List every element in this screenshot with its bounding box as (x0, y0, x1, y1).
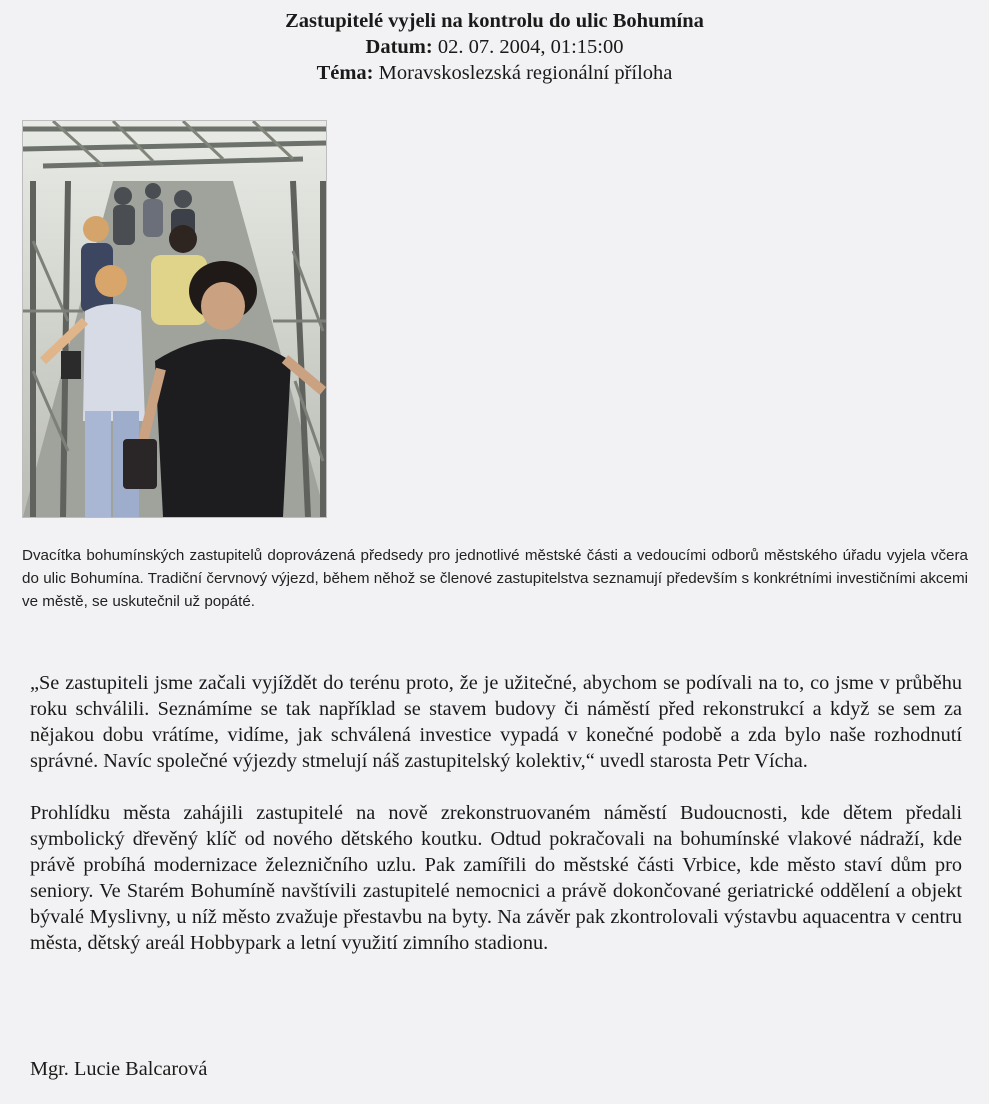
photo-illustration (23, 121, 326, 517)
date-label: Datum: (365, 36, 433, 58)
article-body (30, 670, 962, 982)
topic-value: Moravskoslezská regionální příloha (373, 62, 673, 84)
article-author: Mgr. Lucie Balcarová (30, 1058, 208, 1080)
topic-line (0, 60, 989, 86)
paragraph-tour: Prohlídku města zahájili zastupitelé na nově zrekonstruovaném náměstí Budoucnosti, kde dětem předali symbolický dřevěný klíč od nového dětského koutku. Odtud pokračovali na bohumínské vlakové nádraží, kde právě probíhá modernizace železničního uzlu. Pak zamířili do městské části Vrbice, kde město staví dům pro seniory. Ve Starém Bohumíně navštívili zastupitelé nemocnici a právě dokončované geriatrické oddělení a objekt bývalé Myslivny, u níž město zvažuje přestavbu na byty. Na závěr pak zkontrolovali výstavbu aquacentra v centru města, dětský areál Hobbypark a letní využití zimního stadionu. (30, 802, 962, 954)
date-value: 02. 07. 2004, 01:15:00 (432, 36, 624, 58)
article-title: Zastupitelé vyjeli na kontrolu do ulic Bohumína (285, 10, 704, 32)
paragraph-quote: „Se zastupiteli jsme začali vyjíždět do terénu proto, že je užitečné, abychom se podívali na to, co jsme v průběhu roku schválili. Seznámíme se tak například se stavem budovy či náměstí před rekonstrukcí a když se sem za nějakou dobu vrátíme, vidíme, jak schválená investice vypadá v konečné podobě a zda bylo naše rozhodnutí správné. Navíc společné výjezdy stmelují náš zastupitelský kolektiv,“ uvedl starosta Petr Vícha. (30, 672, 962, 772)
photo-caption (22, 544, 968, 613)
article-header (0, 8, 989, 86)
caption-text: Dvacítka bohumínských zastupitelů doprovázená předsedy pro jednotlivé městské části a vedoucími odborů městského úřadu vyjela včera do ulic Bohumína. Tradiční červnový výjezd, během něhož se členové zastupitelstva seznamují především s konkrétními investičními akcemi ve městě, se uskutečnil už popáté. (22, 547, 968, 610)
date-line (0, 34, 989, 60)
topic-label: Téma: (316, 62, 374, 84)
article-photo (22, 120, 327, 518)
